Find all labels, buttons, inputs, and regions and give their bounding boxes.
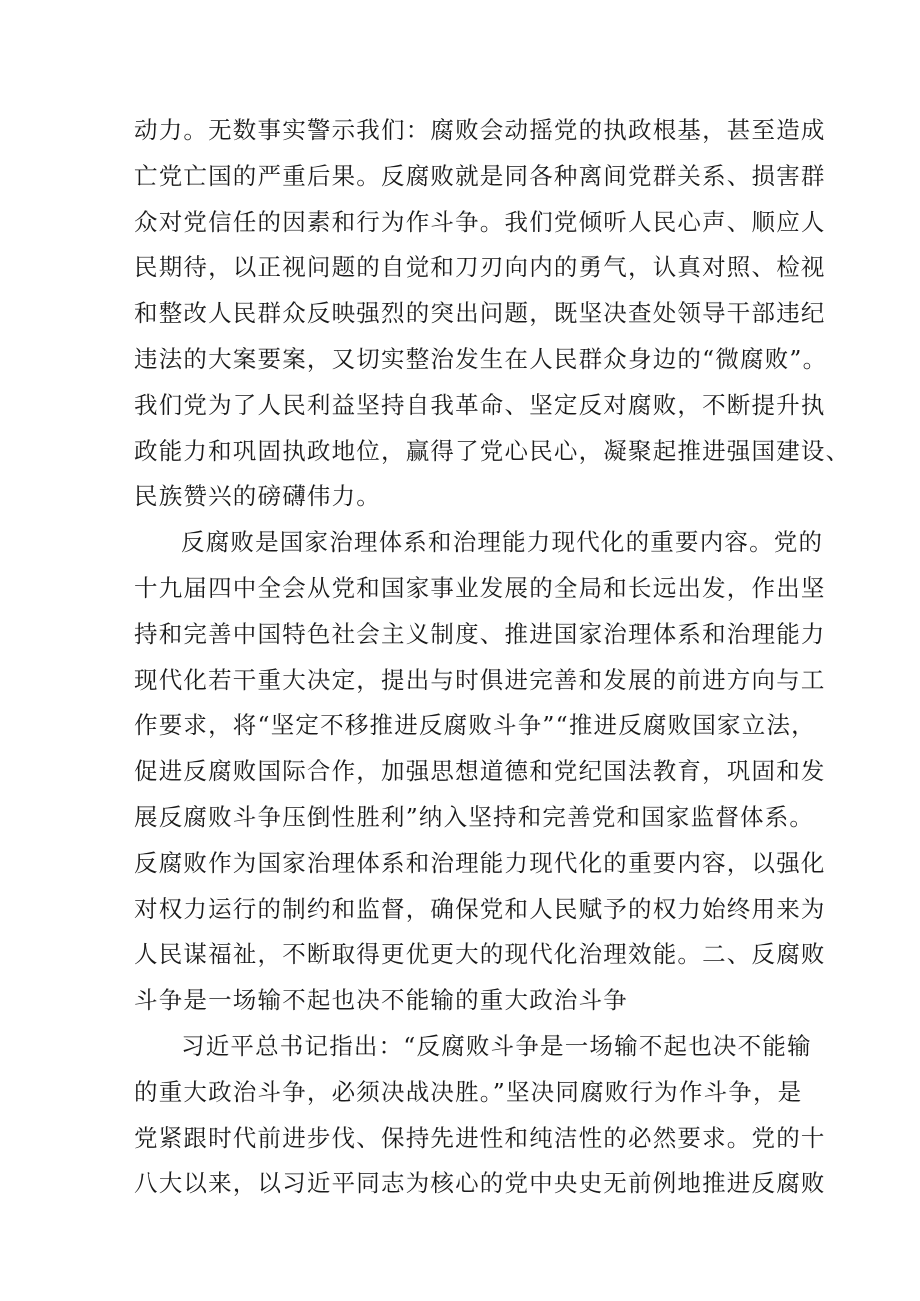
- text-line: 我们党为了人民利益坚持自我革命、坚定反对腐败，不断提升执: [134, 390, 826, 419]
- text-line: 促进反腐败国际合作，加强思想道德和党纪国法教育，巩固和发: [134, 757, 826, 786]
- text-line: 反腐败作为国家治理体系和治理能力现代化的重要内容，以强化: [134, 848, 826, 877]
- text-line: 民期待，以正视问题的自觉和刀刃向内的勇气，认真对照、检视: [134, 253, 826, 282]
- text-line: 对权力运行的制约和监督，确保党和人民赋予的权力始终用来为: [134, 894, 826, 923]
- text-line: 政能力和巩固执政地位，赢得了党心民心，凝聚起推进强国建设、: [134, 436, 851, 465]
- text-line: 习近平总书记指出：“反腐败斗争是一场输不起也决不能输: [181, 1031, 812, 1060]
- text-line: 违法的大案要案，又切实整治发生在人民群众身边的“微腐败”。: [134, 344, 828, 373]
- paragraph-2: [134, 520, 826, 1024]
- text-line: 十九届四中全会从党和国家事业发展的全局和长远出发，作出坚: [134, 573, 826, 602]
- text-line: 亡党亡国的严重后果。反腐败就是同各种离间党群关系、损害群: [134, 161, 826, 190]
- text-line: 反腐败是国家治理体系和治理能力现代化的重要内容。党的: [181, 528, 824, 557]
- text-line: 民族赞兴的磅礴伟力。: [134, 482, 381, 511]
- text-line: 作要求，将“坚定不移推进反腐败斗争”“推进反腐败国家立法，: [134, 711, 816, 740]
- text-line: 持和完善中国特色社会主义制度、推进国家治理体系和治理能力: [134, 619, 826, 648]
- text-line: 的重大政治斗争，必须决战决胜。”坚决同腐败行为作斗争，是: [134, 1077, 803, 1106]
- paragraph-3: [134, 1024, 826, 1207]
- text-line: 展反腐败斗争压倒性胜利”纳入坚持和完善党和国家监督体系。: [134, 802, 815, 831]
- text-line: 动力。无数事实警示我们：腐败会动摇党的执政根基，甚至造成: [134, 116, 826, 144]
- text-line: 和整改人民群众反映强烈的突出问题，既坚决查处领导干部违纪: [134, 299, 826, 328]
- text-line: 人民谋福祉，不断取得更优更大的现代化治理效能。二、反腐败: [134, 940, 826, 969]
- text-line: 党紧跟时代前进步伐、保持先进性和纯洁性的必然要求。党的十: [134, 1123, 826, 1152]
- document-body: [134, 108, 851, 1207]
- paragraph-1: [134, 108, 851, 520]
- text-line: 现代化若干重大决定，提出与时俱进完善和发展的前进方向与工: [134, 665, 826, 694]
- text-line: 众对党信任的因素和行为作斗争。我们党倾听人民心声、顺应人: [134, 207, 826, 236]
- text-line: 斗争是一场输不起也决不能输的重大政治斗争: [134, 986, 628, 1015]
- text-line: 八大以来，以习近平同志为核心的党中央史无前例地推进反腐败: [134, 1169, 826, 1198]
